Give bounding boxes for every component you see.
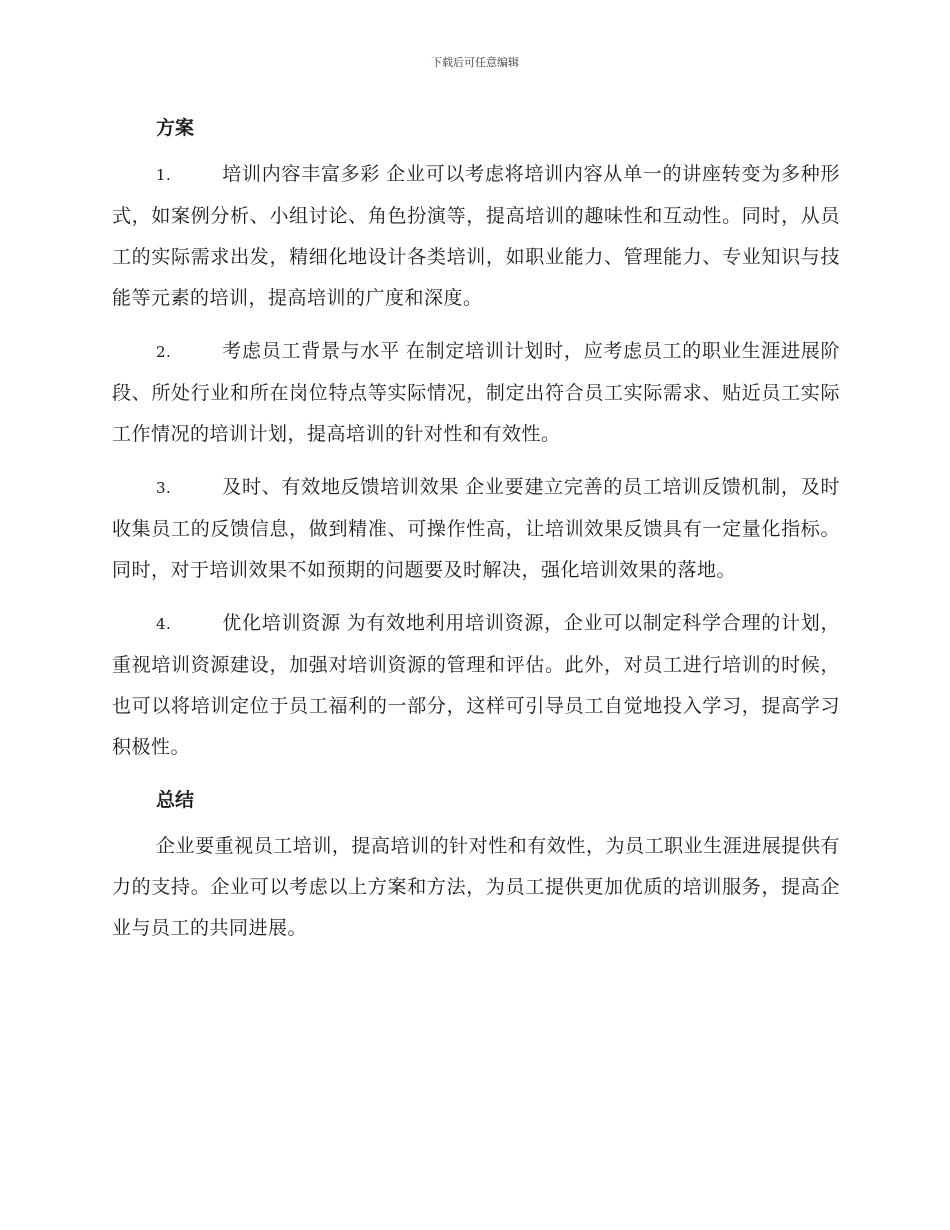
page-header-note: 下载后可任意编辑 [431,56,519,69]
plan-item-2 [112,331,840,455]
item-number: 1. [156,166,172,184]
item-number: 4. [156,615,172,633]
plan-item-4 [112,603,840,768]
item-title: 培训内容丰富多彩 [222,163,381,185]
section-heading-plan: 方案 [156,117,195,139]
item-number: 3. [156,479,172,497]
item-title: 考虑员工背景与水平 [222,340,400,362]
document-body [112,108,840,961]
summary-paragraph: 企业要重视员工培训，提高培训的针对性和有效性，为员工职业生涯进展提供有力的支持。企业可以考虑以上方案和方法，为员工提供更加优质的培训服务，提高企业与员工的共同进展。 [112,835,840,939]
item-body: 企业要建立完善的员工培训反馈机制，及时收集员工的反馈信息，做到精准、可操作性高，让培训效果反馈具有一定量化指标。同时，对于培训效果不如预期的问题要及时解决，强化培训效果的落地。 [112,476,840,581]
item-number: 2. [156,343,172,361]
plan-item-3 [112,467,840,591]
item-title: 及时、有效地反馈培训效果 [222,476,460,498]
item-body: 企业可以考虑将培训内容从单一的讲座转变为多种形式，如案例分析、小组讨论、角色扮演等，提高培训的趣味性和互动性。同时，从员工的实际需求出发，精细化地设计各类培训，如职业能力、管理能力、专业知识与技能等元素的培训，提高培训的广度和深度。 [112,163,840,309]
item-body: 在制定培训计划时，应考虑员工的职业生涯进展阶段、所处行业和所在岗位特点等实际情况，制定出符合员工实际需求、贴近员工实际工作情况的培训计划，提高培训的针对性和有效性。 [112,340,840,445]
item-title: 优化培训资源 [222,612,341,634]
item-body: 为有效地利用培训资源，企业可以制定科学合理的计划，重视培训资源建设，加强对培训资源的管理和评估。此外，对员工进行培训的时候，也可以将培训定位于员工福利的一部分，这样可引导员工自觉地投入学习，提高学习积极性。 [112,612,840,758]
section-heading-summary: 总结 [156,789,195,811]
plan-item-1 [112,154,840,319]
